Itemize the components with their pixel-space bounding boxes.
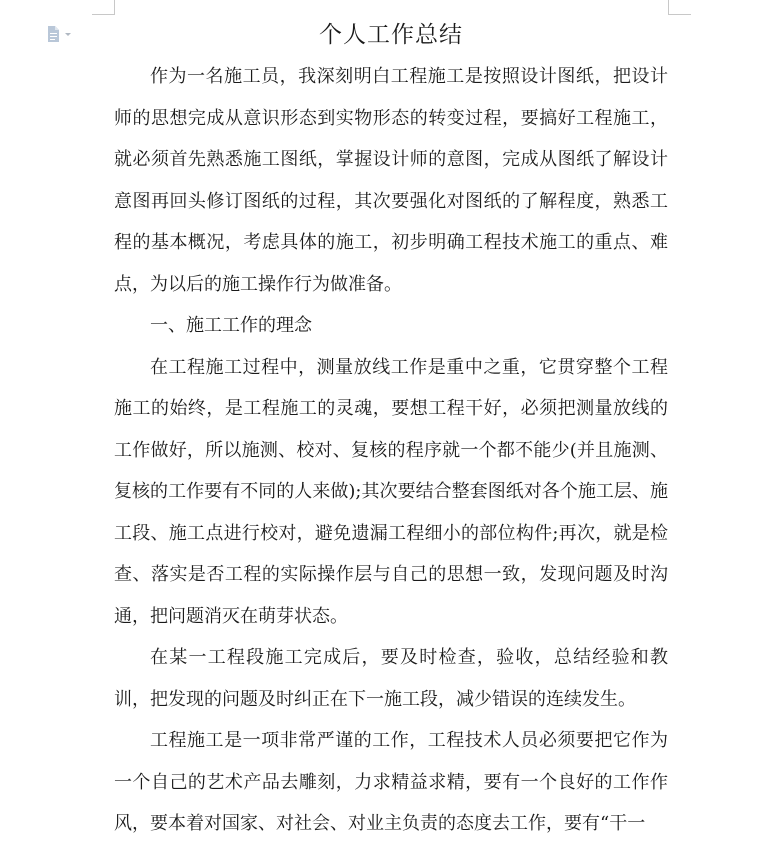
paragraph-survey: 在工程施工过程中，测量放线工作是重中之重，它贯穿整个工程施工的始终，是工程施工的灵魂，要想工程干好，必须把测量放线的工作做好，所以施测、校对、复核的程序就一个都不能少(并且施测、复核的工作要有不同的人来做);其次要结合整套图纸对各个施工层、施工段、施工点进行校对，避免遗漏工程细小的部位构件;再次，就是检查、落实是否工程的实际操作层与自己的思想一致，发现问题及时沟通，把问题消灭在萌芽状态。 [114,356,668,627]
chevron-down-icon [65,33,71,36]
page-corner-mark-left [92,0,115,15]
document-icon [46,26,78,42]
paragraph-inspection: 在某一工程段施工完成后，要及时检查，验收，总结经验和教训，把发现的问题及时纠正在下一施工段，减少错误的连续发生。 [114,647,668,710]
paragraph-attitude: 工程施工是一项非常严谨的工作，工程技术人员必须要把它作为一个自己的艺术产品去雕刻，力求精益求精，要有一个良好的工作作风，要本着对国家、对社会、对业主负责的态度去工作，要有“干一 [114,730,668,834]
section-heading: 一、施工工作的理念 [150,315,312,336]
document-title: 个人工作总结 [319,22,463,48]
document-menu-button[interactable] [46,26,78,42]
paragraph-intro: 作为一名施工员，我深刻明白工程施工是按照设计图纸，把设计师的思想完成从意识形态到实物形态的转变过程，要搞好工程施工，就必须首先熟悉施工图纸，掌握设计师的意图，完成从图纸了解设计意图再回头修订图纸的过程，其次要强化对图纸的了解程度，熟悉工程的基本概况，考虑具体的施工，初步明确工程技术施工的重点、难点，为以后的施工操作行为做准备。 [114,66,668,295]
document-page [114,0,668,844]
page-corner-mark-right [668,0,691,15]
